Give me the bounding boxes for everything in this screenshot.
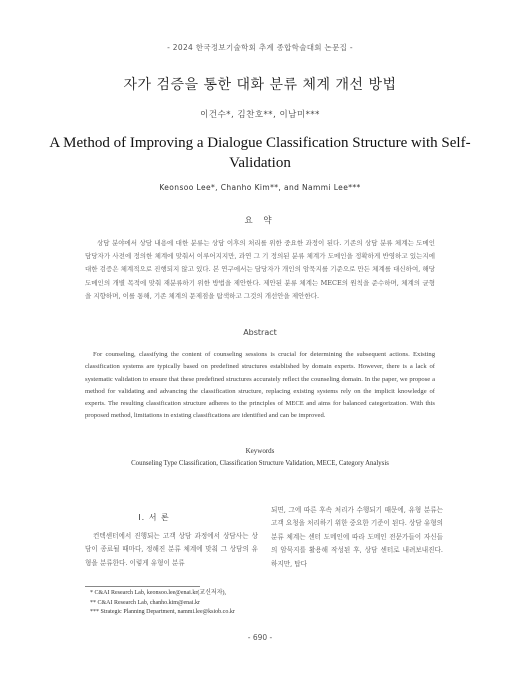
title-korean: 자가 검증을 통한 대화 분류 체계 개선 방법 bbox=[123, 77, 397, 93]
footnote-author-2: ** C&AI Research Lab, chanho.kim@enai.kr bbox=[90, 599, 200, 606]
footnote-divider bbox=[85, 586, 200, 587]
section-heading-introduction: Ⅰ. 서 론 bbox=[138, 513, 170, 522]
title-english: A Method of Improving a Dialogue Classification Structure with Self-Validation bbox=[49, 135, 471, 171]
conference-header: - 2024 한국정보기술학회 추계 종합학술대회 논문집 - bbox=[167, 43, 353, 52]
page-number: - 690 - bbox=[247, 633, 273, 642]
keywords-text: Counseling Type Classification, Classification Structure Validation, MECE, Category Analysis bbox=[131, 460, 389, 467]
abstract-english-text: For counseling, classifying the content of counseling sessions is crucial for determining the subsequent actions. Existing classification systems are typically based on predefined structures established by domain experts. However, there is a lack of systematic validation to ensure that these predefined structures accurately reflect the counseling domain. In the paper, we propose a method for validating and advancing the classification structure, replacing existing systems rely on the implicit knowledge of experts. The resulting classification structure adheres to the principles of MECE and aims for balanced categorization. With this proposed method, limitations in existing classifications are identified and can be improved. bbox=[85, 351, 435, 420]
introduction-right-column: 되면, 그에 따른 후속 처리가 수행되기 때문에, 유형 분류는 고객 요청을 처리하기 위한 중요한 기준이 된다. 상담 유형의 분류 체계는 센터 도메인에 따라 도메인 전문가들이 자신들의 암묵지를 활용해 작성된 후, 상담 센터로 내려보내진다. 하지만, 탑다 bbox=[271, 506, 443, 568]
footnote-author-3: *** Strategic Planning Department, nammi.lee@ksiob.co.kr bbox=[90, 609, 235, 615]
abstract-english-heading: Abstract bbox=[243, 328, 277, 337]
abstract-korean-text: 상담 분야에서 상담 내용에 대한 분류는 상담 이후의 처리를 위한 중요한 과정이 된다. 기존의 상담 분류 체계는 도메인 담당자가 사전에 정의한 체계에 맞춰서 이루어지지만, 과연 그 기 정의된 분류 체계가 도메인을 정확하게 반영하고 있는지에 대한 검증은 체계적으로 진행되지 않고 있다. 본 연구에서는 담당자가 개인의 암묵지를 기준으로 만든 체계를 대신하여, 해당 도메인의 개별 목적에 맞춰 재분류하기 위한 방법을 제안한다. 제안된 분류 체계는 MECE의 원칙을 준수하며, 체계의 균형을 지향하며, 이를 통해, 기존 체계의 문제점을 탐색하고 그것의 개선안을 제안한다. bbox=[85, 239, 435, 300]
footnotes bbox=[90, 589, 440, 618]
footnote-author-1: * C&AI Research Lab, keonsoo.lee@enai.kr(교신저자), bbox=[90, 590, 227, 596]
authors-english: Keonsoo Lee*, Chanho Kim**, and Nammi Lee*** bbox=[159, 183, 361, 192]
abstract-korean-heading: 요 약 bbox=[244, 216, 276, 226]
introduction-left-column: 컨텍센터에서 진행되는 고객 상담 과정에서 상담사는 상담이 종료될 때마다, 정해진 분류 체계에 맞춰 그 상담의 유형을 분류한다. 이렇게 유형이 분류 bbox=[85, 532, 258, 567]
keywords-heading: Keywords bbox=[245, 447, 275, 455]
authors-korean: 이건수*, 김찬호**, 이남미*** bbox=[200, 110, 320, 120]
